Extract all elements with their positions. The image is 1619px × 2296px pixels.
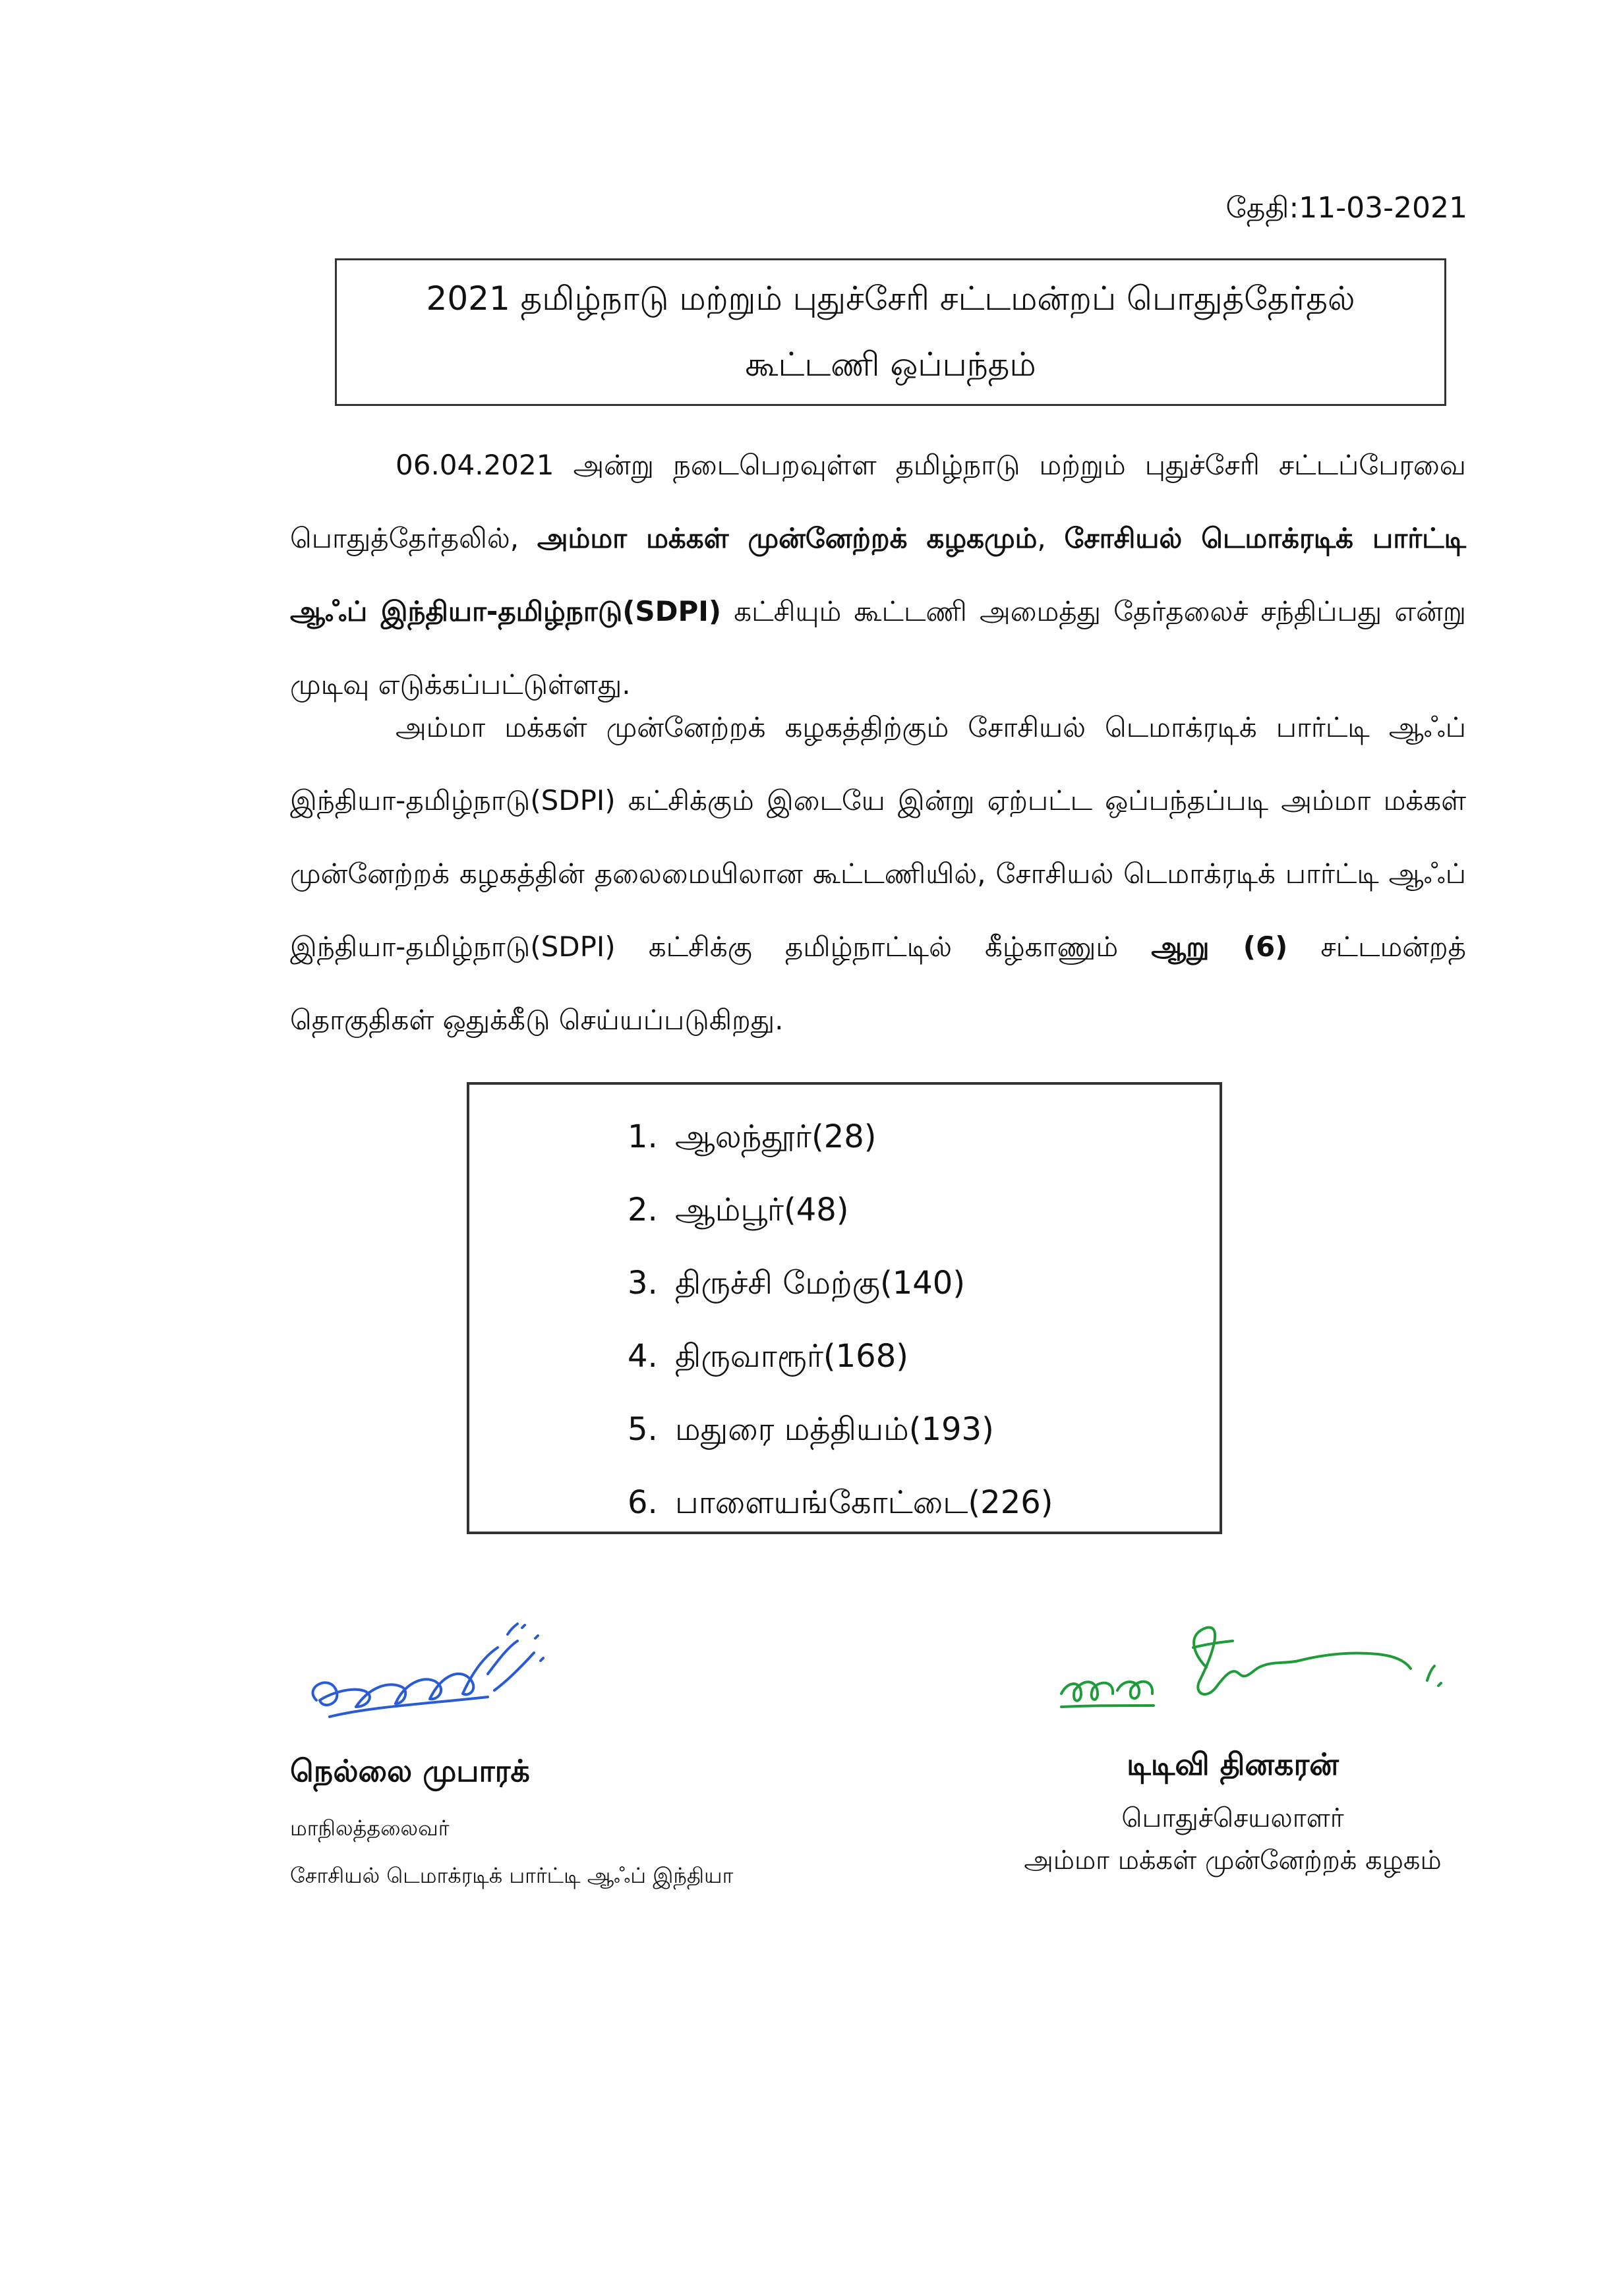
constituency-name: ஆம்பூர்(48) (675, 1191, 849, 1228)
constituency-name: ஆலந்தூர்(28) (675, 1118, 877, 1155)
signatory-right-name: டிடிவி தினகரன் (1127, 1746, 1339, 1782)
paragraph-2 (290, 691, 1466, 1056)
signature-left-image (290, 1575, 567, 1746)
constituency-item (628, 1466, 1053, 1539)
party-name-sdpi: சோசியல் டெமாக்ரடிக் பார்ட்டி ஆஃப் இந்தியா-தமிழ்நாடு(SDPI) (290, 522, 1466, 627)
constituency-number: 4. (628, 1338, 658, 1375)
signatory-right-org: அம்மா மக்கள் முன்னேற்றக் கழகம் (1024, 1845, 1442, 1876)
constituency-list (628, 1101, 1053, 1539)
constituency-name: பாளையங்கோட்டை(226) (675, 1484, 1053, 1521)
constituency-number: 3. (628, 1265, 658, 1302)
paragraph-2-text-b: சட்டமன்றத் தொகுதிகள் ஒதுக்கீடு செய்யப்படுகிறது. (290, 931, 1466, 1036)
signatory-left (290, 1575, 883, 1895)
party-name-ammk: அம்மா மக்கள் முன்னேற்றக் கழகமும் (537, 522, 1038, 554)
title-line-2: கூட்டணி ஒப்பந்தம் (745, 345, 1036, 384)
constituency-name: மதுரை மத்தியம்(193) (675, 1411, 994, 1448)
seat-count: ஆறு (6) (1151, 931, 1288, 963)
signature-right-image (1035, 1608, 1457, 1740)
constituency-item (628, 1174, 1053, 1247)
constituency-number: 5. (628, 1411, 658, 1448)
paragraph-1-text-c: கட்சியும் கூட்டணி அமைத்து தேர்தலைச் சந்திப்பது என்று முடிவு எடுக்கப்பட்டுள்ளது. (290, 595, 1466, 701)
constituency-number: 2. (628, 1191, 658, 1228)
signatory-right-role: பொதுச்செயலாளர் (1121, 1803, 1344, 1833)
title-box (335, 258, 1446, 406)
constituency-name: திருவாரூர்(168) (675, 1338, 908, 1375)
paragraph-2-text-a: அம்மா மக்கள் முன்னேற்றக் கழகத்திற்கும் சோசியல் டெமாக்ரடிக் பார்ட்டி ஆஃப் இந்தியா-தமிழ்நாடு(SDPI) கட்சிக்கும் இடையே இன்று ஏற்பட்ட ஒப்பந்தப்படி அம்மா மக்கள் முன்னேற்றக் கழகத்தின் தலைமையிலான கூட்டணியில், சோசியல் டெமாக்ரடிக் பார்ட்டி ஆஃப் இந்தியா-தமிழ்நாடு(SDPI) கட்சிக்கு தமிழ்நாட்டில் கீழ்காணும் (290, 711, 1466, 963)
constituency-item (628, 1101, 1053, 1174)
signatory-right (949, 1608, 1516, 1880)
paragraph-1 (290, 428, 1466, 721)
title-line-1: 2021 தமிழ்நாடு மற்றும் புதுச்சேரி சட்டமன்றப் பொதுத்தேர்தல் (426, 279, 1355, 318)
paragraph-1-text-a: 06.04.2021 அன்று நடைபெறவுள்ள தமிழ்நாடு மற்றும் புதுச்சேரி சட்டப்பேரவை பொதுத்தேர்தலில், (290, 449, 1466, 554)
paragraph-1-text-b: , (1037, 522, 1065, 554)
constituency-number: 6. (628, 1484, 658, 1521)
signatory-left-name: நெல்லை முபாரக் (290, 1753, 530, 1789)
constituency-number: 1. (628, 1118, 658, 1155)
signatory-left-role: மாநிலத்தலைவர் (290, 1816, 450, 1841)
document-date: தேதி:11-03-2021 (1225, 191, 1467, 225)
constituency-item (628, 1247, 1053, 1320)
signatory-left-org: சோசியல் டெமாக்ரடிக் பார்ட்டி ஆஃப் இந்தியா (290, 1863, 734, 1888)
constituency-list-box (467, 1082, 1222, 1534)
constituency-item (628, 1320, 1053, 1393)
constituency-name: திருச்சி மேற்கு(140) (675, 1265, 966, 1302)
constituency-item (628, 1393, 1053, 1466)
